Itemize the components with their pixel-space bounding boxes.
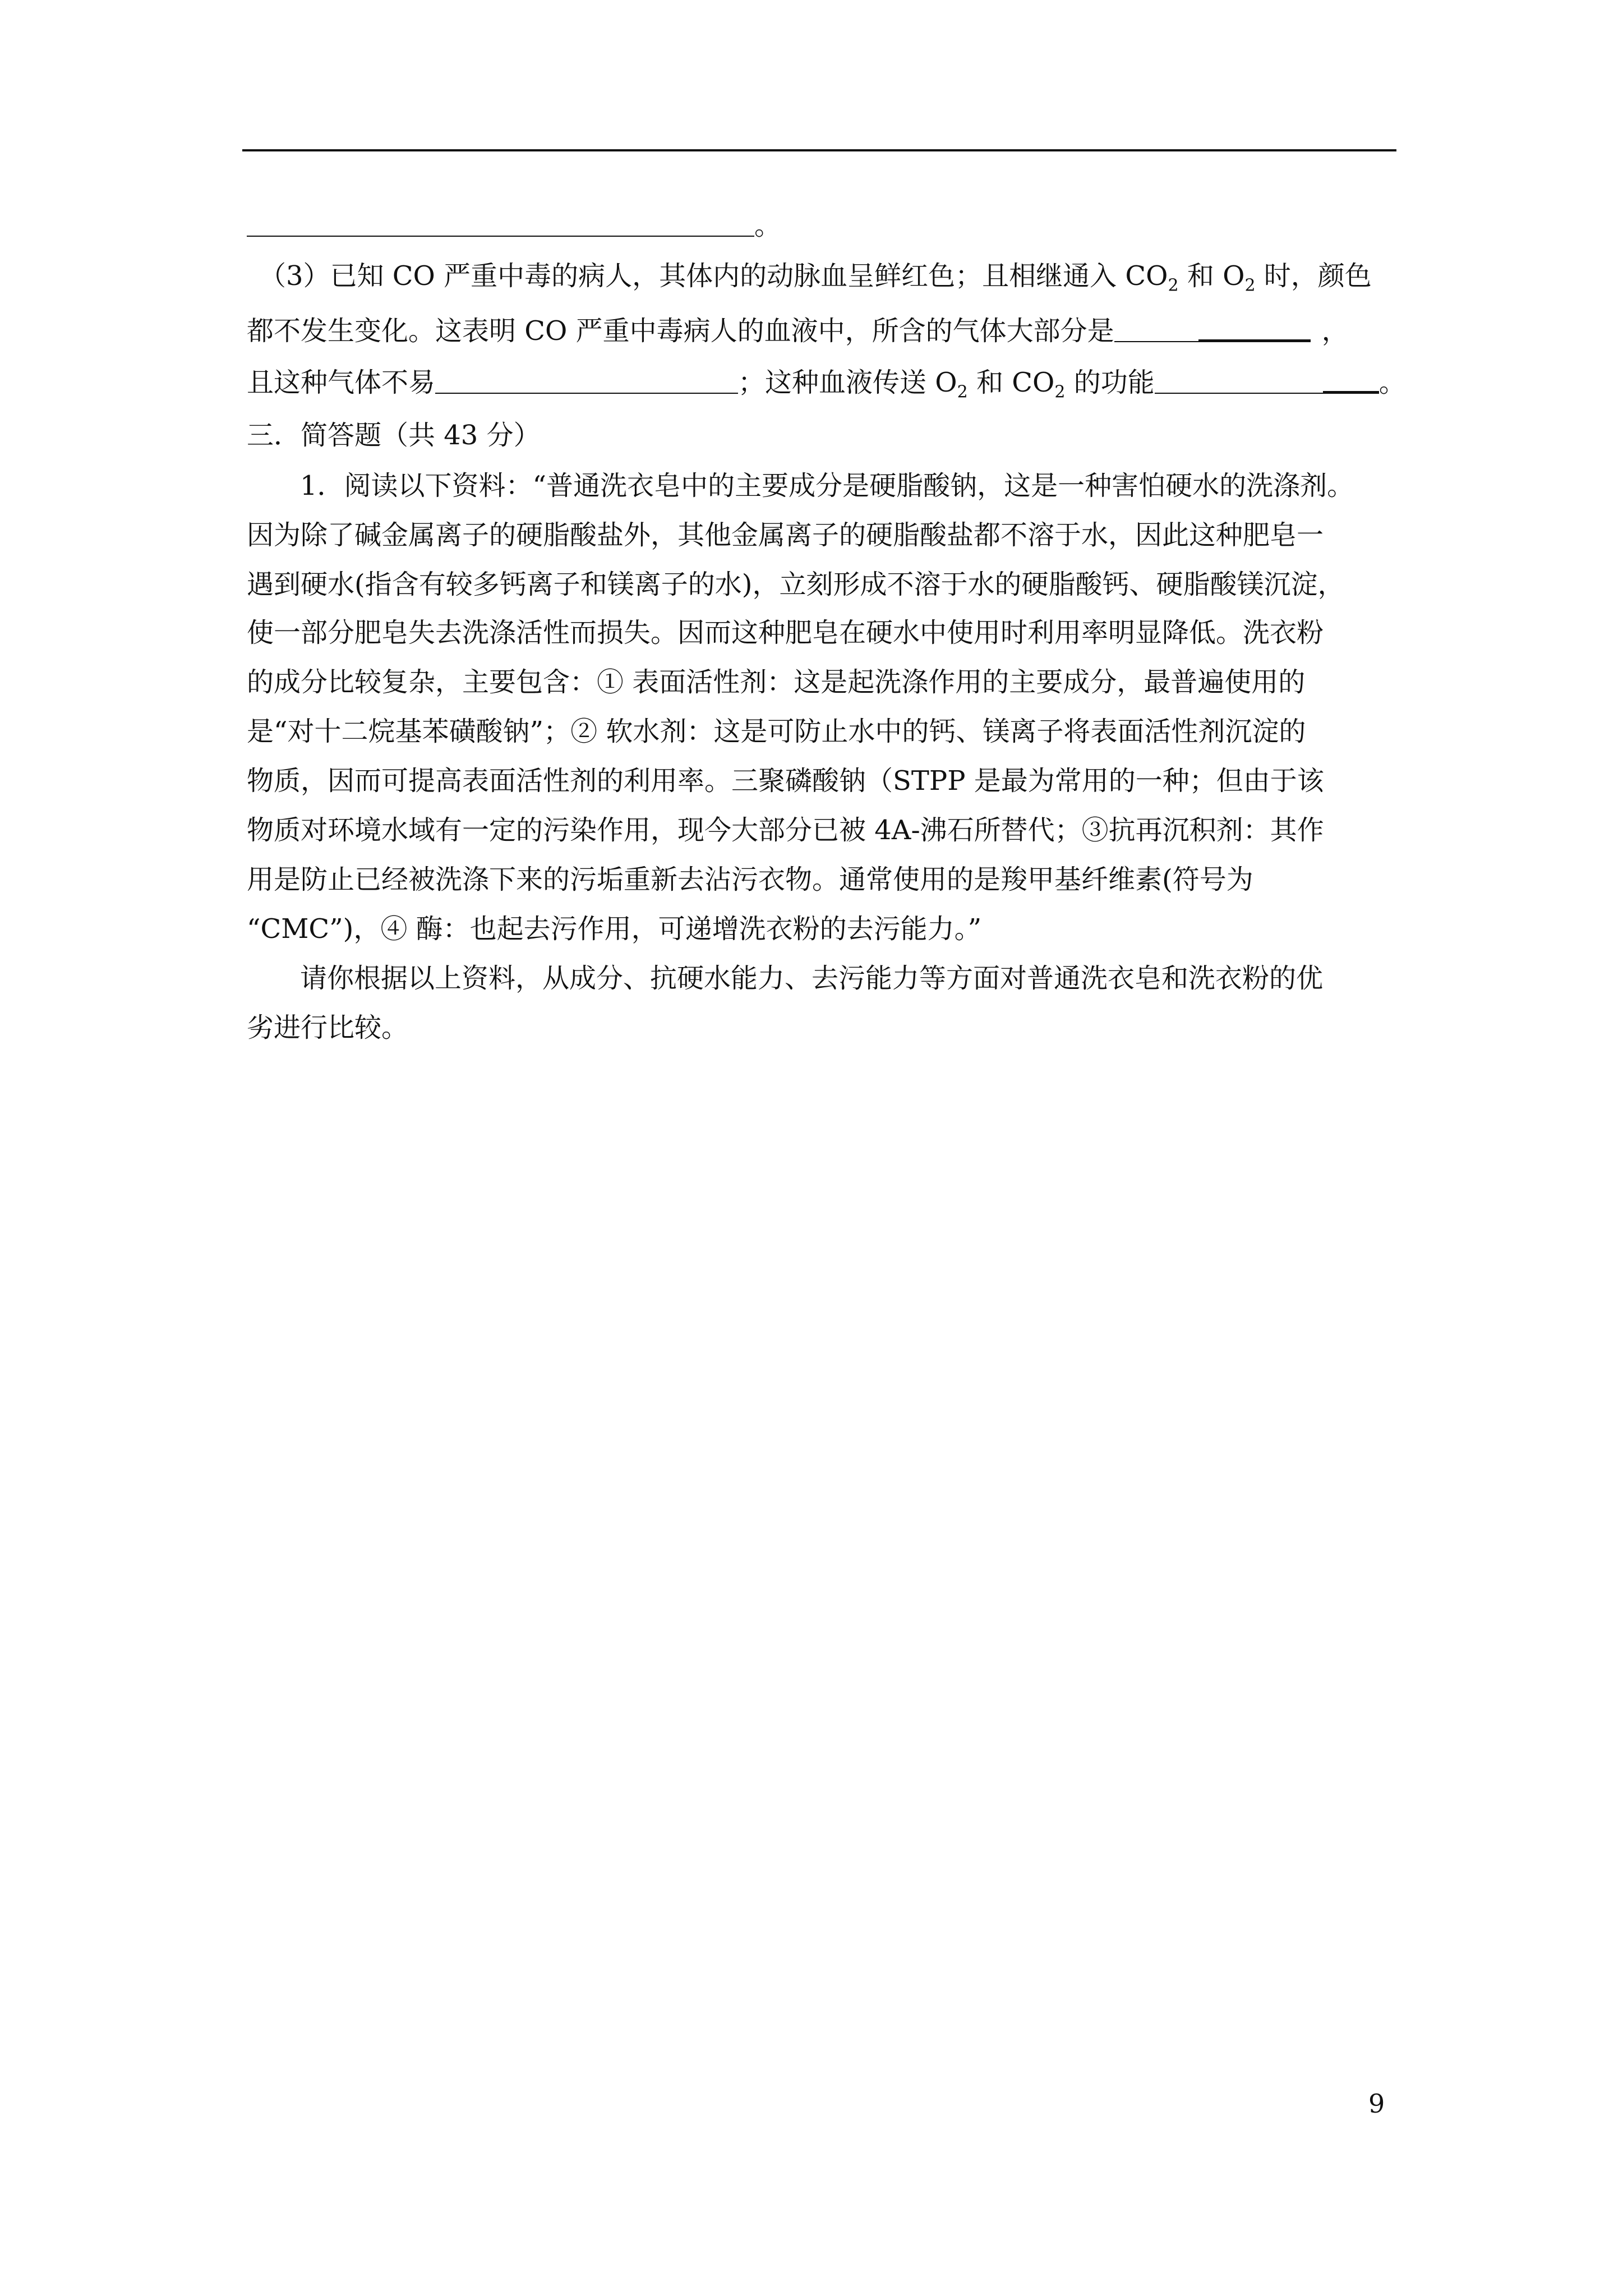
- paragraph-line: 因为除了碱金属离子的硬脂酸盐外，其他金属离子的硬脂酸盐都不溶于水，因此这种肥皂一: [247, 519, 1324, 551]
- header-rule: [242, 149, 1396, 151]
- answer-blank: [435, 368, 738, 394]
- paragraph-line: 物质对环境水域有一定的污染作用，现今大部分已被 4A-沸石所替代；③抗再沉积剂：其作: [247, 815, 1324, 846]
- paragraph-line: 使一部分肥皂失去洗涤活性而损失。因而这种肥皂在硬水中使用时利用率明显降低。洗衣粉: [247, 617, 1324, 648]
- page-number: 9: [1368, 2088, 1385, 2119]
- paragraph-line: “CMC”)，④ 酶：也起去污作用，可递增洗衣粉的去污能力。”: [247, 913, 982, 945]
- answer-line-continuation: 。: [247, 202, 1402, 249]
- answer-blank: [1155, 368, 1323, 394]
- answer-blank-tail: [1323, 366, 1379, 394]
- paragraph-line: 物质，因而可提高表面活性剂的利用率。三聚磷酸钠（STPP 是最为常用的一种；但由于该: [247, 765, 1324, 797]
- paragraph-line: 遇到硬水(指含有较多钙离子和镁离子的水)，立刻形成不溶于水的硬脂酸钙、硬脂酸镁沉淀，: [247, 569, 1345, 600]
- answer-blank-tail: [1198, 315, 1311, 342]
- answer-blank: [1114, 316, 1198, 342]
- paragraph-line: 的成分比较复杂，主要包含：① 表面活性剂：这是起洗涤作用的主要成分，最普遍使用的: [247, 666, 1306, 698]
- paragraph-line: 1．阅读以下资料：“普通洗衣皂中的主要成分是硬脂酸钠，这是一种害怕硬水的洗涤剂。: [300, 470, 1354, 501]
- section-title: 三．简答题（共 43 分）: [247, 420, 541, 451]
- question-3-line-2: 都不发生变化。这表明 CO 严重中毒病人的血液中，所含的气体大部分是 ，: [247, 315, 1349, 347]
- answer-blank: [247, 211, 754, 237]
- question-line: 请你根据以上资料，从成分、抗硬水能力、去污能力等方面对普通洗衣皂和洗衣粉的优: [300, 963, 1324, 994]
- question-line: 劣进行比较。: [247, 1012, 409, 1043]
- paragraph-line: 是“对十二烷基苯磺酸钠”；② 软水剂：这是可防止水中的钙、镁离子将表面活性剂沉淀的: [247, 716, 1306, 747]
- question-3-line-3: 且这种气体不易 ；这种血液传送 $O_2$ 和 $CO_2$ 的功能 。: [247, 367, 1406, 402]
- paragraph-line: 用是防止已经被洗涤下来的污垢重新去沾污衣物。通常使用的是羧甲基纤维素(符号为: [247, 864, 1253, 895]
- question-3-line-1: （3）已知 CO 严重中毒的病人，其体内的动脉血呈鲜红色；且相继通入 $CO_2$ 和 $O_2$ 时，颜色: [259, 260, 1372, 296]
